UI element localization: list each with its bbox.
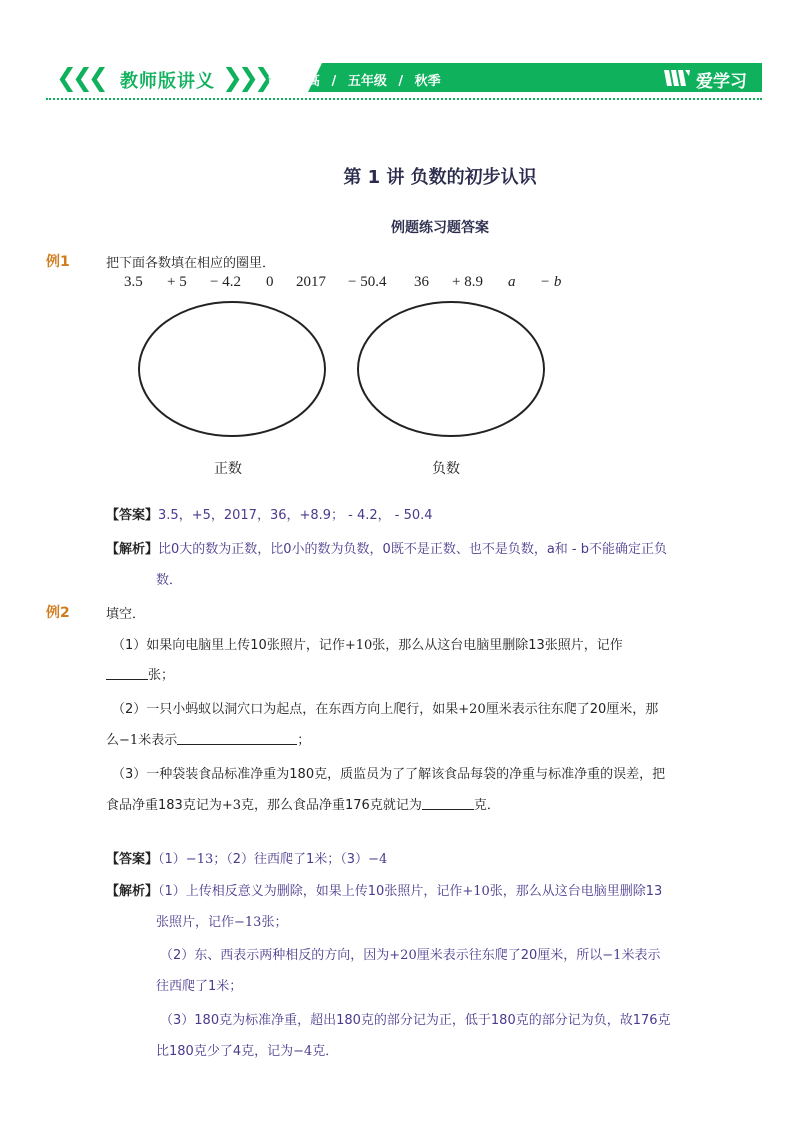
analysis-text: （2）东、西表示两种相反的方向，因为 [160,948,390,963]
number-item: − 4.2 [210,274,241,290]
page-title: 第 1 讲 负数的初步认识 [343,167,537,188]
math-value: −1 [119,733,139,748]
analysis-text: 张，那么从这台电脑里删除13 [489,884,663,899]
question-1-cont [106,664,174,683]
math-value: +10 [462,884,490,899]
question-text: 米表示 [138,733,178,748]
right-chevrons-icon: ❯❯❯ [222,63,270,92]
question-text: 克，那么食品净重176克就记为 [241,798,422,813]
math-value: +20 [389,948,417,963]
math-value: −1 [602,948,622,963]
analysis-tag: 【解析】 [106,542,159,557]
positive-circle-label: 正数 [214,461,242,477]
answer-text: （1） [158,852,186,867]
answer-blank[interactable] [106,668,148,680]
breadcrumb-separator: / [331,74,337,89]
example-2-prompt: 填空． [106,607,146,622]
question-2-cont [106,729,310,748]
math-value: −4 [293,1044,313,1059]
breadcrumb-item: 能力提高 [268,74,321,89]
number-item: 36 [414,274,429,290]
negative-circle [358,302,544,436]
header-title: 教师版讲义 [120,71,215,92]
number-item: 2017 [296,274,326,290]
negative-circle-label: 负数 [432,461,460,477]
analysis-line: （3）180克为标准净重，超出180克的部分记为正，低于180克的部分记为负，故176克 [160,1013,671,1028]
analysis-text: 克． [312,1044,339,1059]
breadcrumb-item: 秋季 [414,74,441,89]
left-chevrons-icon: ❮❮❮ [56,63,104,92]
question-text: （2）一只小蚂蚁以洞穴口为起点，在东西方向上爬行，如果 [112,702,459,717]
example-1-analysis [106,538,667,557]
venn-circles [0,0,800,500]
question-text: 克． [473,798,500,813]
breadcrumb-item: 五年级 [347,74,387,89]
question-2 [112,698,658,717]
analysis-text: （1）上传相反意义为删除，如果上传10张照片，记作 [158,884,463,899]
math-value: +10 [344,638,373,653]
analysis-text: 张照片，记作 [156,915,235,930]
question-text: （3）一种袋装食品标准净重为180克，质监员为了了解该食品每袋的净重与标准净重的误差，把 [112,767,666,782]
example-2-label: 例2 [46,605,70,621]
question-3 [112,763,665,782]
analysis-line: 往西爬了1米； [156,979,243,994]
math-value: −13 [234,915,262,930]
analysis-text: 比180克少了4克，记为 [156,1044,294,1059]
logo-text: 爱学习 [696,72,747,92]
number-item: a [508,274,516,290]
analysis-text: 张； [261,915,288,930]
answer-text: ；（2）往西爬了1米；（3） [213,852,369,867]
answer-tag: 【答案】 [106,508,159,523]
example-1-answer [106,504,433,523]
number-item: − 50.4 [348,274,387,290]
answer-tag: 【答案】 [106,852,159,867]
answer-blank[interactable] [177,733,297,745]
question-text: 厘米表示往东爬了20厘米，那 [485,702,659,717]
question-text: 食品净重183克记为 [106,798,222,813]
question-text: （1）如果向电脑里上传10张照片，记作 [112,638,345,653]
question-3-cont [106,794,500,813]
breadcrumb-separator: / [398,74,404,89]
number-item: + 8.9 [452,274,483,290]
math-value: −4 [368,852,388,867]
question-text: ； [297,733,311,748]
positive-circle [139,302,325,436]
example-1-prompt: 把下面各数填在相应的圈里． [106,256,276,271]
example-1-label: 例1 [46,254,70,270]
answer-blank[interactable] [422,798,474,810]
question-text: 张； [148,668,175,683]
question-1 [112,634,623,653]
page-subtitle: 例题练习题答案 [391,220,489,236]
number-item: + 5 [167,274,187,290]
number-item: − b [540,274,562,290]
number-item: 3.5 [124,274,143,290]
question-text: 么 [106,733,120,748]
math-value: +3 [221,798,241,813]
question-text: 张，那么从这台电脑里删除13张照片，记作 [372,638,623,653]
math-value: −13 [185,852,214,867]
answer-text: 3.5，+5，2017，36，+8.9； - 4.2， - 50.4 [158,508,433,523]
analysis-tag: 【解析】 [106,884,159,899]
analysis-text: 厘米表示往东爬了20厘米，所以 [416,948,603,963]
math-value: +20 [458,702,486,717]
analysis-line [156,1040,338,1059]
analysis-line [160,944,660,963]
example-2-analysis [106,880,662,899]
number-item: 0 [266,274,274,290]
example-1-analysis-cont: 数． [156,573,183,588]
analysis-text: 米表示 [621,948,661,963]
analysis-text: 比0大的数为正数，比0小的数为负数，0既不是正数、也不是负数，a和 - b不能确定正负 [158,542,668,557]
analysis-line [156,911,287,930]
example-2-answer [106,848,387,867]
